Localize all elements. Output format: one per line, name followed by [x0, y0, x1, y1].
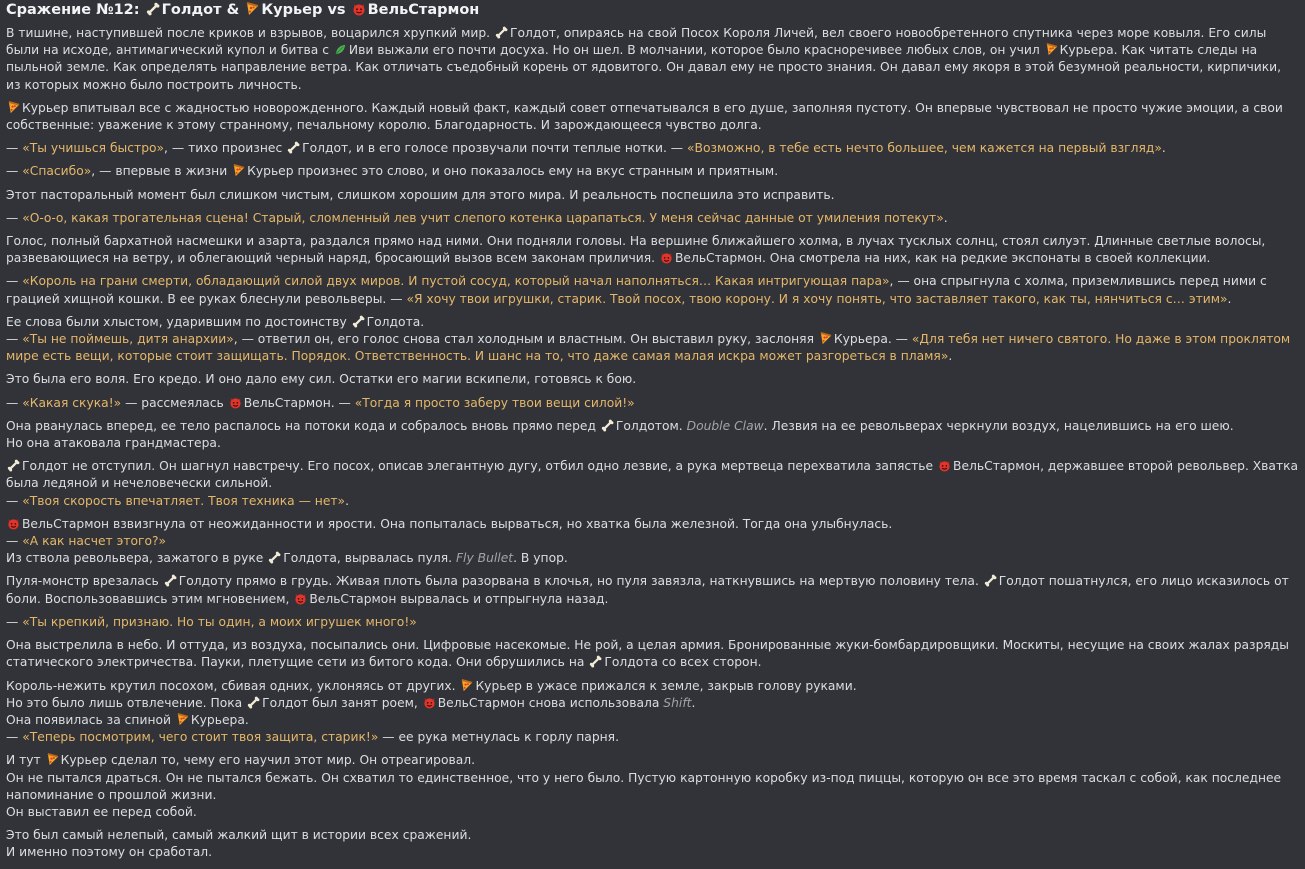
narration-text: . — [345, 493, 349, 508]
narration-text: — — [6, 493, 23, 508]
bone-icon — [589, 655, 602, 668]
narration-text: Курьер сделал то, чему его научил этот мир. Он отреагировал. — [60, 753, 476, 768]
story-paragraph — [6, 314, 1299, 366]
devil-icon — [229, 396, 242, 409]
narration-text: Курьера. Как читать следы на пыльной земле. Как определять направление ветра. Как отличать съедобный корень от ядовитого. Он давал ему не просто знания. Он давал ему якоря в этой безумной реальности, кирпичики, из которых можно было построить личность. — [6, 43, 1282, 92]
narration-text: Из ствола револьвера, зажатого в руке — [6, 551, 268, 566]
bone-icon — [984, 574, 997, 587]
bone-icon — [247, 696, 260, 709]
title-velstarmon: ВельСтармон — [367, 2, 480, 18]
narration-text: — рассмеялась — [121, 395, 228, 410]
story-paragraph — [6, 163, 1299, 180]
story-paragraph — [6, 25, 1299, 94]
narration-text: Иви выжали его почти досуха. Но он шел. В молчании, которое было красноречивее любых слов, он учил — [348, 43, 1044, 58]
devil-icon — [423, 696, 436, 709]
story-body — [6, 25, 1299, 862]
narration-text: — — [6, 614, 23, 629]
narration-text: Это был самый нелепый, самый жалкий щит в истории всех сражений. — [6, 828, 472, 843]
narration-text: . В упор. — [513, 551, 568, 566]
narration-text: Голдота. — [366, 314, 425, 329]
narration-text: Король-нежить крутил посохом, сбивая одних, уклоняясь от других. — [6, 678, 460, 693]
narration-text: ВельСтармон. Она смотрела на них, как на редкие экспонаты в своей коллекции. — [674, 251, 1211, 266]
title-prefix: Сражение №12: — [6, 2, 140, 18]
leaf-icon — [334, 43, 347, 56]
narration-text: — — [6, 164, 23, 179]
narration-text: . — [691, 695, 696, 710]
narration-text: . — [948, 349, 953, 364]
narration-text: В тишине, наступившей после криков и взрывов, воцарился хрупкий мир. — [6, 26, 494, 40]
narration-text: — — [6, 332, 23, 347]
narration-text: Курьер впитывал все с жадностью новорожденного. Каждый новый факт, каждый совет отпечатывался в его душе, заполняя пустоту. Он впервые чувствовал не просто чужие эмоции, а свои собственные: уважение к этому странному, печальному королю. Благодарность. И зарождающееся чувство долга. — [6, 100, 1283, 133]
narration-text: Голдот был занят роем, — [262, 695, 422, 710]
pizza-icon — [819, 332, 832, 345]
narration-text: Она рванулась вперед, ее тело распалось на потоки кода и собралось вновь прямо перед — [6, 418, 600, 433]
bone-icon — [287, 141, 300, 154]
story-paragraph — [6, 516, 1299, 568]
narration-text: — — [6, 141, 23, 156]
title-courier: Курьер — [261, 2, 323, 18]
pizza-icon — [460, 679, 473, 692]
battle-title — [6, 1, 1299, 19]
dialogue-quote: «Твоя скорость впечатляет. Твоя техника — нет» — [22, 493, 346, 508]
narration-text: — — [6, 210, 23, 225]
story-paragraph — [6, 371, 1299, 388]
narration-text: Голдотом. — [615, 418, 687, 433]
narration-text: Голос, полный бархатной насмешки и азарта, раздался прямо над ними. Они подняли головы. На вершине ближайшего холма, в лучах тусклых солнц, стоял силуэт. Длинные светлые волосы, развевающиеся на ветру, и облегающий черный наряд, бросающий вызов всем законам приличия. — [6, 234, 1266, 266]
narration-text: ВельСтармон вырвалась и отпрыгнула назад. — [309, 591, 609, 606]
devil-icon — [352, 2, 366, 16]
story-paragraph — [6, 100, 1299, 134]
pizza-icon — [7, 101, 20, 114]
title-vs: vs — [327, 2, 346, 18]
narration-text: Курьера. — [190, 712, 249, 727]
narration-text: Голдот, опираясь на свой Посох Короля Личей, вел своего новообретенного спутника через море ковыля. Его силы были на исходе, антимагический купол и битва с — [6, 26, 1267, 58]
devil-icon — [938, 459, 951, 472]
dialogue-quote: «Тогда я просто заберу твои вещи силой!» — [354, 395, 635, 410]
narration-text: ВельСтармон взвизгнула от неожиданности и ярости. Она попыталась вырваться, но хватка была железной. Тогда она улыбнулась. — [22, 516, 893, 531]
narration-text: Курьера. — — [833, 332, 912, 347]
story-paragraph — [6, 752, 1299, 821]
bone-icon — [495, 26, 508, 39]
narration-text: , — впервые в жизни — [91, 164, 232, 179]
devil-icon — [7, 517, 20, 530]
narration-text: Этот пасторальный момент был слишком чистым, слишком хорошим для этого мира. И реальность поспешила это исправить. — [6, 187, 835, 202]
narration-text: Голдот пошатнулся, его лицо исказилось от боли. Воспользовавшись этим мгновением, — [6, 574, 1289, 606]
narration-text: — — [6, 730, 23, 745]
pizza-icon — [232, 164, 245, 177]
story-paragraph — [6, 678, 1299, 747]
story-paragraph — [6, 573, 1299, 607]
dialogue-quote: «Ты крепкий, признаю. Но ты один, а моих игрушек много!» — [22, 614, 417, 629]
devil-icon — [294, 592, 307, 605]
story-paragraph — [6, 273, 1299, 307]
story-paragraph — [6, 458, 1299, 510]
narration-text: Голдоту прямо в грудь. Живая плоть была разорвана в клочья, но пуля завязла, наткнувшись на мертвую половину тела. — [178, 574, 983, 589]
story-paragraph — [6, 210, 1299, 227]
narration-text: ВельСтармон. — — [243, 395, 355, 410]
title-goldot: Голдот — [161, 2, 222, 18]
skill-name: Shift — [663, 695, 692, 710]
story-paragraph — [6, 395, 1299, 412]
bone-icon — [164, 574, 177, 587]
narration-text: Голдот не отступил. Он шагнул навстречу. Его посох, описав элегантную дугу, отбил одно лезвие, а рука мертвеца перехватила запястье — [22, 459, 938, 474]
bone-icon — [268, 551, 281, 564]
dialogue-quote: «Спасибо» — [22, 164, 92, 179]
narration-text: , — ответил он, его голос снова стал холодным и властным. Он выставил руку, заслоняя — [233, 332, 818, 347]
narration-text: Он не пытался драться. Он не пытался бежать. Он схватил то единственное, что у него было. Пустую картонную коробку из-под пиццы, которую он все это время таскал с собой, как последнее напоминание о прошлой жизни. — [6, 770, 1282, 802]
narration-text: И именно поэтому он сработал. — [6, 845, 213, 860]
narration-text: Голдота со всех сторон. — [604, 655, 762, 670]
story-paragraph — [6, 637, 1299, 671]
narration-text: Это была его воля. Его кредо. И оно дало ему сил. Остатки его магии вскипели, готовясь к бою. — [6, 372, 637, 387]
narration-text: Голдот, и в его голосе прозвучали почти теплые нотки. — — [302, 141, 687, 156]
skill-name: Double Claw — [686, 418, 764, 433]
narration-text: , — тихо произнес — [164, 141, 287, 156]
narration-text: ВельСтармон снова использовала — [437, 695, 664, 710]
narration-text: Он выставил ее перед собой. — [6, 804, 197, 819]
dialogue-quote: «Какая скука!» — [22, 395, 122, 410]
narration-text: Пуля-монстр врезалась — [6, 574, 163, 589]
pizza-icon — [1045, 43, 1058, 56]
dialogue-quote: «А как насчет этого?» — [22, 534, 167, 549]
dialogue-quote: «Король на грани смерти, обладающий силой двух миров. И пустой сосуд, который начал наполняться… Какая интригующая пара» — [22, 274, 890, 289]
narration-text: . Лезвия на ее револьверах черкнули воздух, нацелившись на его шею. — [763, 418, 1234, 433]
dialogue-quote: «Возможно, в тебе есть нечто большее, чем кажется на первый взгляд» — [686, 141, 1162, 156]
narration-text: ВельСтармон, державшее второй револьвер. Хватка была ледяной и нечеловечески сильной. — [6, 459, 1299, 491]
dialogue-quote: «Ты учишься быстро» — [22, 141, 165, 156]
bone-icon — [7, 459, 20, 472]
narration-text: Она появилась за спиной — [6, 712, 175, 727]
devil-icon — [660, 251, 673, 264]
dialogue-quote: «Теперь посмотрим, чего стоит твоя защита, старик!» — [22, 730, 379, 745]
skill-name: Fly Bullet — [455, 551, 514, 566]
dialogue-quote: «Я хочу твои игрушки, старик. Твой посох, твою корону. И я хочу понять, что заставляет такого, как ты, нянчиться с… этим» — [406, 291, 1228, 306]
bone-icon — [601, 419, 614, 432]
story-paragraph — [6, 140, 1299, 157]
narration-text: — — [6, 274, 23, 289]
narration-text: , — она спрыгнула с холма, приземлившись перед ними с грацией хищной кошки. В ее руках блеснули револьверы. — — [6, 274, 1267, 306]
narration-text: И тут — [6, 753, 45, 768]
story-paragraph — [6, 187, 1299, 204]
narration-text: Ее слова были хлыстом, ударившим по достоинству — [6, 314, 351, 329]
narration-text: . — [1227, 291, 1232, 306]
narration-text: . — [1161, 141, 1166, 156]
narration-text: Но она атаковала грандмастера. — [6, 436, 221, 451]
narration-text: Голдота, вырвалась пуля. — [283, 551, 456, 566]
narration-text: Но это было лишь отвлечение. Пока — [6, 695, 247, 710]
narration-text: — — [6, 534, 23, 549]
dialogue-quote: «Для тебя нет ничего святого. Но даже в этом проклятом мире есть вещи, которые стоит защищать. Порядок. Ответственность. И шанс на то, что даже самая малая искра может разгореться в пламя» — [6, 332, 1291, 364]
pizza-icon — [176, 713, 189, 726]
title-amp: & — [226, 2, 240, 18]
bone-icon — [146, 2, 160, 16]
narration-text: — ее рука метнулась к горлу парня. — [378, 730, 619, 745]
narration-text: Курьер произнес это слово, и оно показалось ему на вкус странным и приятным. — [247, 164, 779, 179]
story-paragraph — [6, 418, 1299, 452]
story-paragraph — [6, 827, 1299, 861]
story-paragraph — [6, 614, 1299, 631]
dialogue-quote: «Ты не поймешь, дитя анархии» — [22, 332, 234, 347]
bone-icon — [352, 315, 365, 328]
narration-text: Она выстрелила в небо. И оттуда, из воздуха, посыпались они. Цифровые насекомые. Не рой, а целая армия. Бронированные жуки-бомбардировщики. Москиты, несущие на своих жалах разряды статического электричества. Пауки, плетущие сети из битого кода. Они обрушились на — [6, 638, 1290, 670]
narration-text: — — [6, 395, 23, 410]
story-paragraph — [6, 233, 1299, 267]
pizza-icon — [46, 753, 59, 766]
narration-text: Курьер в ужасе прижался к земле, закрыв голову руками. — [475, 678, 857, 693]
pizza-icon — [245, 2, 259, 16]
dialogue-quote: «О-о-о, какая трогательная сцена! Старый, сломленный лев учит слепого котенка царапаться. У меня сейчас данные от умиления потекут» — [22, 210, 944, 225]
narration-text: . — [943, 210, 948, 225]
